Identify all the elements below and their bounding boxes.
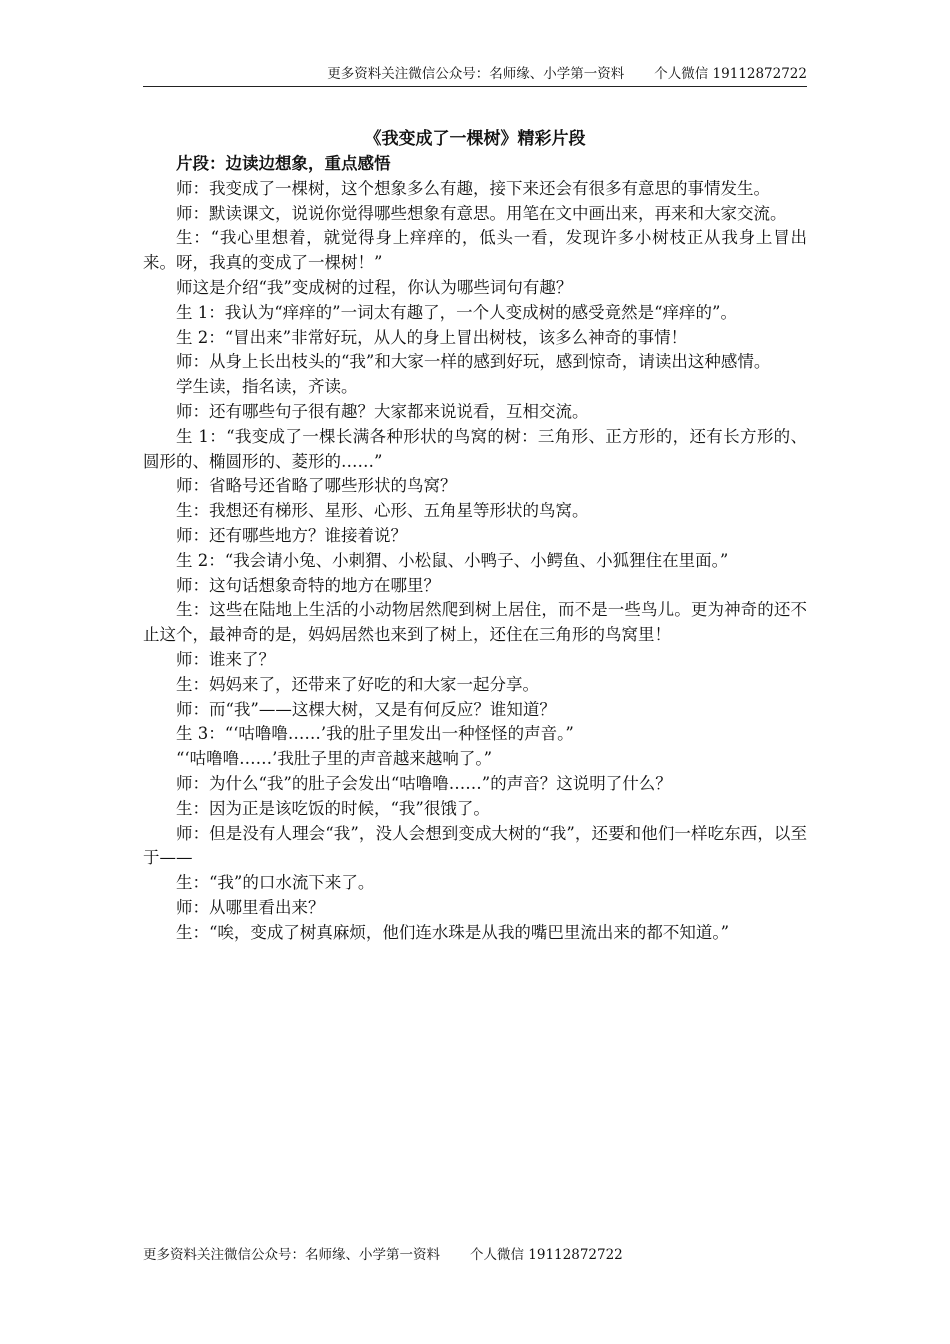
document-title: 《我变成了一棵树》精彩片段	[364, 129, 586, 149]
paragraph: “‘咕噜噜……’我肚子里的声音越来越响了。”	[176, 749, 493, 769]
paragraph: 生 1：我认为“痒痒的”一词太有趣了，一个人变成树的感受竟然是“痒痒的”。	[176, 302, 737, 322]
paragraph: 生 2：“冒出来”非常好玩，从人的身上冒出树枝，该多么神奇的事情！	[176, 327, 688, 347]
header-wechat: 个人微信 19112872722	[654, 66, 807, 82]
paragraph: 师：从身上长出枝头的“我”和大家一样的感到好玩，感到惊奇，请读出这种感情。	[176, 352, 771, 372]
page-header	[143, 64, 807, 87]
paragraph: 生 2：“我会请小兔、小刺猬、小松鼠、小鸭子、小鳄鱼、小狐狸住在里面。”	[176, 550, 729, 570]
paragraph: 师：从哪里看出来？	[176, 897, 325, 917]
paragraph: 师：还有哪些句子很有趣？大家都来说说看，互相交流。	[176, 401, 589, 421]
page-footer	[143, 1246, 623, 1264]
paragraph: 师：谁来了？	[176, 649, 275, 669]
footer-text: 更多资料关注微信公众号：名师缘、小学第一资料	[143, 1247, 440, 1263]
paragraph: 师：默读课文，说说你觉得哪些想象有意思。用笔在文中画出来，再来和大家交流。	[176, 203, 787, 223]
paragraph: 生：“我”的口水流下来了。	[176, 873, 375, 893]
paragraph: 生 1：“我变成了一棵长满各种形状的鸟窝的树：三角形、正方形的，还有长方形的、圆形的、椭圆形的、菱形的……”	[143, 426, 807, 471]
paragraph: 生：妈妈来了，还带来了好吃的和大家一起分享。	[176, 674, 539, 694]
paragraph: 生：我想还有梯形、星形、心形、五角星等形状的鸟窝。	[176, 501, 589, 521]
header-text: 更多资料关注微信公众号：名师缘、小学第一资料	[327, 66, 625, 82]
paragraph: 学生读，指名读，齐读。	[176, 377, 358, 397]
paragraph: 师：我变成了一棵树，这个想象多么有趣，接下来还会有很多有意思的事情发生。	[176, 178, 770, 198]
paragraph: 生：“我心里想着，就觉得身上痒痒的，低头一看，发现许多小树枝正从我身上冒出来。呀，我真的变成了一棵树！”	[143, 228, 807, 273]
section-subtitle: 片段：边读边想象，重点感悟	[176, 154, 391, 173]
paragraph: 师这是介绍“我”变成树的过程，你认为哪些词句有趣？	[176, 277, 573, 297]
document-body	[143, 152, 807, 946]
paragraph: 师：而“我”——这棵大树，又是有何反应？谁知道？	[176, 699, 556, 719]
paragraph: 生：“唉，变成了树真麻烦，他们连水珠是从我的嘴巴里流出来的都不知道。”	[176, 922, 730, 942]
paragraph: 师：这句话想象奇特的地方在哪里？	[176, 575, 440, 595]
paragraph: 生 3：“‘咕噜噜……’我的肚子里发出一种怪怪的声音。”	[176, 724, 574, 744]
footer-wechat: 个人微信 19112872722	[470, 1247, 623, 1263]
paragraph: 师：为什么“我”的肚子会发出“咕噜噜……”的声音？这说明了什么？	[176, 773, 672, 793]
paragraph: 生：这些在陆地上生活的小动物居然爬到树上居住，而不是一些鸟儿。更为神奇的还不止这个，最神奇的是，妈妈居然也来到了树上，还住在三角形的鸟窝里！	[143, 600, 807, 645]
paragraph: 师：还有哪些地方？谁接着说？	[176, 525, 407, 545]
paragraph: 师：但是没有人理会“我”，没人会想到变成大树的“我”，还要和他们一样吃东西，以至于——	[143, 823, 807, 868]
paragraph: 师：省略号还省略了哪些形状的鸟窝？	[176, 476, 457, 496]
paragraph: 生：因为正是该吃饭的时候，“我”很饿了。	[176, 798, 490, 818]
